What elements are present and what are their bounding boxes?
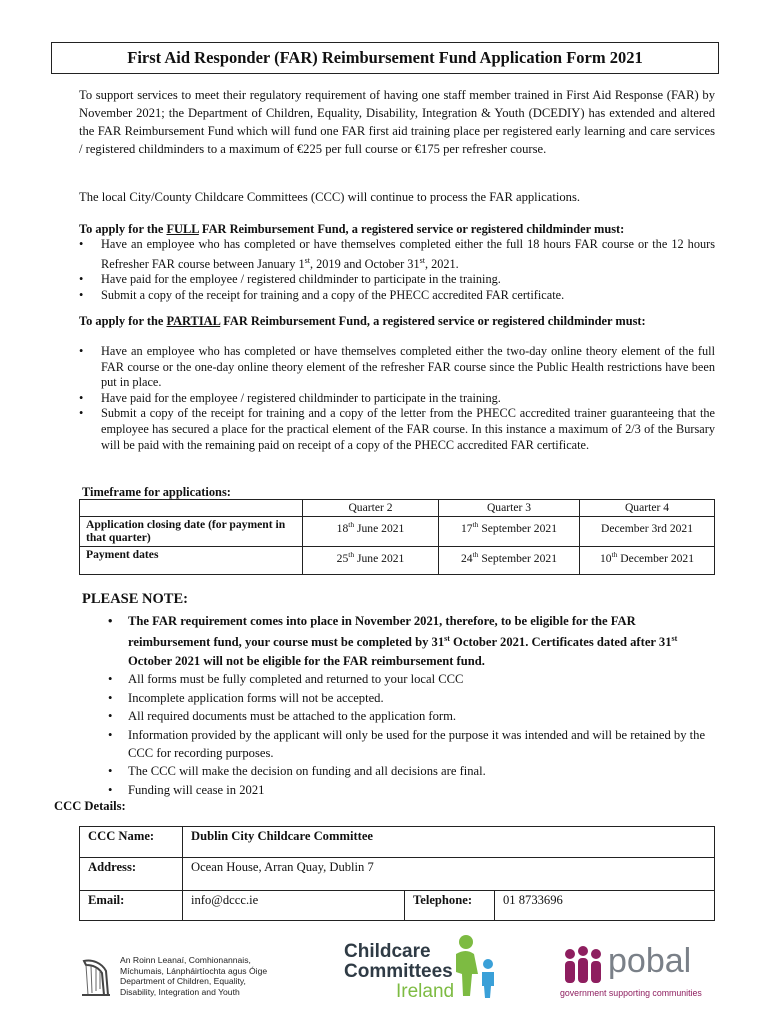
list-item: • Funding will cease in 2021 bbox=[108, 781, 718, 799]
quarter-2-header: Quarter 2 bbox=[303, 500, 439, 517]
table-cell bbox=[80, 500, 303, 517]
list-item: • Incomplete application forms will not be accepted. bbox=[108, 689, 718, 707]
payment-date-q3: 24th September 2021 bbox=[439, 546, 580, 574]
list-item: • All required documents must be attached to the application form. bbox=[108, 707, 718, 725]
intro-paragraph: To support services to meet their regulatory requirement of having one staff member trained in First Aid Response (FAR) by November 2021; the Department of Children, Equality, Disability, Integration & Youth (DCEDIY) has extended and altered the FAR Reimbursement Fund which will fund one FAR first aid training place per registered early learning and care services / registered childminders to a maximum of €225 per full course or €175 per refresher course. bbox=[79, 88, 715, 156]
address-label: Address: bbox=[80, 858, 183, 891]
harp-icon bbox=[78, 957, 112, 999]
ccc-name-value: Dublin City Childcare Committee bbox=[183, 827, 715, 858]
notes-list bbox=[108, 612, 718, 799]
department-logo bbox=[78, 955, 278, 1001]
full-fund-heading: To apply for the FULL FAR Reimbursement Fund, a registered service or registered childminder must: bbox=[79, 222, 625, 236]
payment-date-q4: 10th December 2021 bbox=[580, 546, 715, 574]
list-item: • The FAR requirement comes into place in November 2021, therefore, to be eligible for the FAR reimbursement fund, your course must be completed by 31st October 2021. Certificates dated after 31st October 2021 will not be eligible for the FAR reimbursement fund. bbox=[108, 612, 718, 670]
payment-dates-label: Payment dates bbox=[80, 546, 303, 574]
ccc-name-label: CCC Name: bbox=[80, 827, 183, 858]
pobal-logo bbox=[560, 942, 710, 1004]
partial-fund-heading: To apply for the PARTIAL FAR Reimbursement Fund, a registered service or registered childminder must: bbox=[79, 314, 646, 328]
table-row bbox=[80, 546, 715, 574]
closing-date-q2: 18th June 2021 bbox=[303, 516, 439, 546]
quarter-3-header: Quarter 3 bbox=[439, 500, 580, 517]
closing-date-q4: December 3rd 2021 bbox=[580, 516, 715, 546]
email-label: Email: bbox=[80, 891, 183, 921]
list-item: • Submit a copy of the receipt for training and a copy of the letter from the PHECC accredited trainer guaranteeing that the employee has secured a place for the practical element of the FAR course. In this instance a maximum of 2/3 of the Bursary will be paid with the remaining paid on receipt of a copy of the PHECC accredited FAR certificate. bbox=[79, 406, 715, 453]
list-item: • All forms must be fully completed and returned to your local CCC bbox=[108, 670, 718, 688]
email-value: info@dccc.ie bbox=[183, 891, 405, 921]
childcare-committees-logo: Childcare Committees Ireland bbox=[344, 934, 504, 1009]
form-title: First Aid Responder (FAR) Reimbursement Fund Application Form 2021 bbox=[51, 42, 719, 74]
table-row bbox=[80, 500, 715, 517]
list-item: • Have paid for the employee / registered childminder to participate in the training. bbox=[79, 391, 715, 407]
telephone-label: Telephone: bbox=[405, 891, 495, 921]
process-note: The local City/County Childcare Committees (CCC) will continue to process the FAR applications. bbox=[79, 190, 580, 204]
table-row bbox=[80, 827, 715, 858]
payment-date-q2: 25th June 2021 bbox=[303, 546, 439, 574]
table-row bbox=[80, 891, 715, 921]
ccc-details-label: CCC Details: bbox=[54, 799, 126, 813]
list-item: • Have an employee who has completed or have themselves completed either the two-day online theory element of the full FAR course or the one-day online theory element of the refresher FAR course since the Public Health restrictions have been put in place. bbox=[79, 344, 715, 391]
timeframe-label: Timeframe for applications: bbox=[82, 485, 231, 499]
telephone-value: 01 8733696 bbox=[495, 891, 715, 921]
address-value: Ocean House, Arran Quay, Dublin 7 bbox=[183, 858, 715, 891]
list-item: • Have an employee who has completed or have themselves completed either the full 18 hours FAR course or the 12 hours Refresher FAR course between January 1st, 2019 and October 31st, 2021. bbox=[79, 237, 715, 272]
closing-date-label: Application closing date (for payment in that quarter) bbox=[80, 516, 303, 546]
please-note-heading: PLEASE NOTE: bbox=[82, 591, 188, 607]
department-name: An Roinn Leanaí, Comhionannais, Míchumais, Lánpháirtíochta agus Óige Department of Children, Equality, Disability, Integration and Youth bbox=[120, 955, 268, 997]
timeframe-table bbox=[79, 499, 715, 575]
table-row bbox=[80, 516, 715, 546]
pobal-people-icon bbox=[562, 946, 604, 986]
closing-date-q3: 17th September 2021 bbox=[439, 516, 580, 546]
table-row bbox=[80, 858, 715, 891]
partial-requirements-list bbox=[79, 344, 715, 453]
quarter-4-header: Quarter 4 bbox=[580, 500, 715, 517]
full-requirements-list bbox=[79, 237, 715, 303]
people-icon bbox=[448, 934, 502, 1004]
list-item: • Information provided by the applicant will only be used for the purpose it was intended and will be retained by the CCC for recording purposes. bbox=[108, 726, 718, 763]
list-item: • The CCC will make the decision on funding and all decisions are final. bbox=[108, 762, 718, 780]
ccc-details-table bbox=[79, 826, 715, 921]
list-item: • Submit a copy of the receipt for training and a copy of the PHECC accredited FAR certificate. bbox=[79, 288, 715, 304]
list-item: • Have paid for the employee / registered childminder to participate in the training. bbox=[79, 272, 715, 288]
pobal-tagline: government supporting communities bbox=[560, 988, 702, 998]
pobal-wordmark: pobal bbox=[608, 942, 692, 980]
